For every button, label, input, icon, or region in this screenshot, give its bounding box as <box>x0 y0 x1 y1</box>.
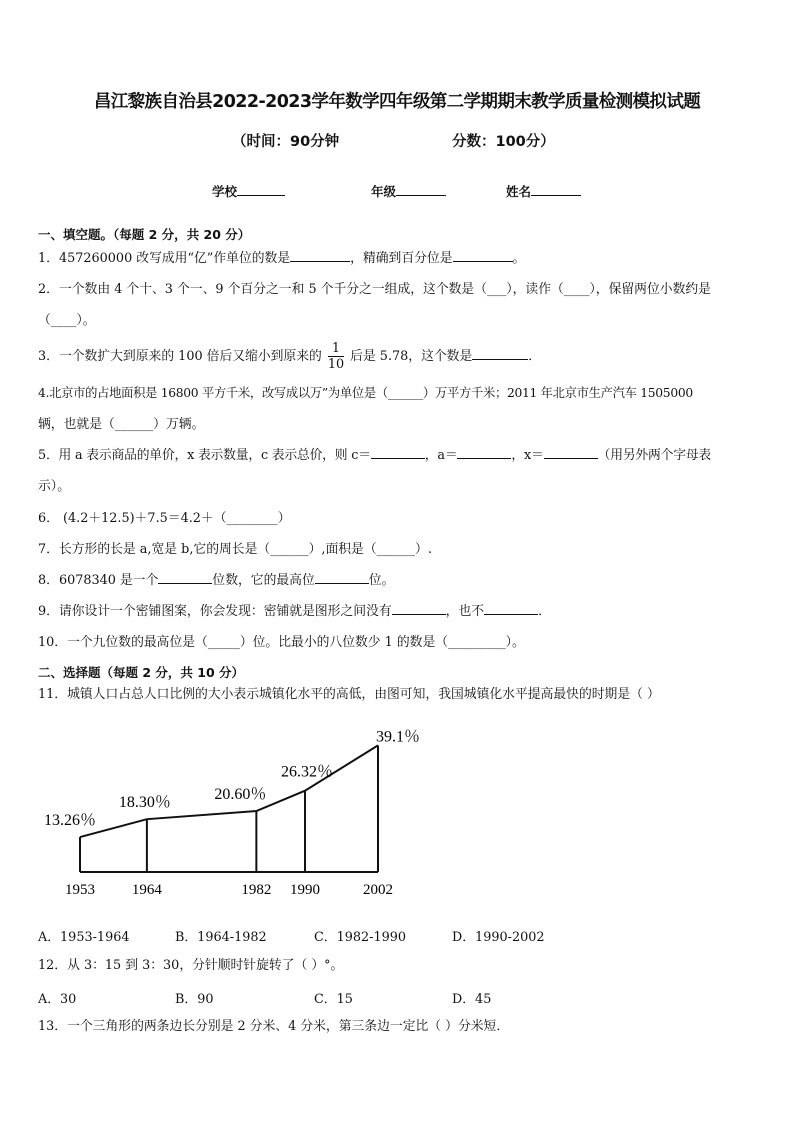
chart-data-label: 20.60％ <box>214 786 267 804</box>
chart-data-label: 26.32％ <box>281 763 334 781</box>
question-4: 4.北京市的占地面积是 16800 平方千米，改写成以万”为单位是（______）万平方千米；2011 年北京市生产汽车 1505000 辆，也就是（______）万辆。 <box>38 386 693 432</box>
question-12: 12．从 3：15 到 3：30，分针顺时针旋转了（ ）°。 <box>38 958 344 973</box>
option-a[interactable]: A．30 <box>38 992 77 1007</box>
urbanization-chart-svg <box>38 728 438 898</box>
grade-field[interactable]: 年级 <box>371 182 446 200</box>
question-1: 1．457260000 改写成用“亿”作单位的数是 ，精确到百分位是 。 <box>38 251 526 266</box>
question-2: 2．一个数由 4 个十、3 个一、9 个百分之一和 5 个千分之一组成，这个数是（___），读作（____），保留两位小数约是 （____）。 <box>38 282 711 328</box>
urbanization-chart <box>38 728 438 898</box>
question-10: 10．一个九位数的最高位是（_____）位。比最小的八位数少 1 的数是（_________）。 <box>38 635 525 650</box>
question-13: 13．一个三角形的两条边长分别是 2 分米、4 分米，第三条边一定比（ ）分米短． <box>38 1019 510 1034</box>
school-blank[interactable] <box>237 183 285 196</box>
option-b[interactable]: B．1964-1982 <box>175 930 267 945</box>
chart-tick-label: 1964 <box>131 882 162 898</box>
question-5: 5．用 a 表示商品的单价，x 表示数量，c 表示总价，则 c＝ ，a＝ ，x＝ （用另外两个字母表 示）。 <box>38 448 712 494</box>
answer-blank[interactable] <box>371 446 425 459</box>
chart-tick-label: 1990 <box>290 882 321 898</box>
chart-tick-label: 2002 <box>363 882 393 898</box>
exam-subtitle <box>0 130 794 152</box>
option-c[interactable]: C．15 <box>314 992 353 1007</box>
chart-tick-label: 1953 <box>65 882 95 898</box>
answer-blank[interactable] <box>158 571 212 584</box>
answer-blank[interactable] <box>315 571 369 584</box>
name-field[interactable]: 姓名 <box>506 182 581 200</box>
school-field[interactable]: 学校 <box>212 182 285 200</box>
question-11: 11．城镇人口占总人口比例的大小表示城镇化水平的高低，由图可知，我国城镇化水平提高最快的时期是（ ） <box>38 687 660 702</box>
section-choice-heading: 二、选择题（每题 2 分，共 10 分） <box>38 665 245 680</box>
option-c[interactable]: C．1982-1990 <box>314 930 407 945</box>
question-3: 3．一个数扩大到原来的 100 倍后又缩小到原来的 $\frac{1}{10}$ 后是 5.78，这个数是 ． <box>38 341 542 372</box>
exam-time: （时间：90分钟 <box>232 134 340 150</box>
answer-blank[interactable] <box>453 249 513 262</box>
chart-data-label: 18.30％ <box>118 794 171 812</box>
answer-blank[interactable] <box>544 446 598 459</box>
option-d[interactable]: D．45 <box>452 992 492 1007</box>
name-blank[interactable] <box>531 183 581 196</box>
question-9: 9．请你设计一个密铺图案，你会发现：密铺就是图形之间没有 ，也不 ． <box>38 604 551 619</box>
chart-data-label: 39.1％ <box>376 728 421 746</box>
question-6: 6． (4.2＋12.5)＋7.5＝4.2＋（________） <box>38 511 291 526</box>
answer-blank[interactable] <box>472 347 528 360</box>
exam-title: 昌江黎族自治县2022-2023学年数学四年级第二学期期末教学质量检测模拟试题 <box>93 92 701 112</box>
question-8: 8．6078340 是一个 位数，它的最高位 位。 <box>38 573 395 588</box>
answer-blank[interactable] <box>392 602 446 615</box>
grade-blank[interactable] <box>396 183 446 196</box>
chart-tick-label: 1982 <box>241 882 272 898</box>
chart-data-label: 13.26％ <box>44 812 97 830</box>
answer-blank[interactable] <box>484 602 538 615</box>
answer-blank[interactable] <box>457 446 511 459</box>
option-d[interactable]: D．1990-2002 <box>452 930 545 945</box>
question-7: 7．长方形的长是 a,宽是 b,它的周长是（______）,面积是（______）. <box>38 542 432 557</box>
fraction: $\frac{1}{10}$ <box>327 341 345 372</box>
answer-blank[interactable] <box>290 249 350 262</box>
section-fill-in-heading: 一、填空题。（每题 2 分，共 20 分） <box>38 227 251 242</box>
option-a[interactable]: A．1953-1964 <box>38 930 130 945</box>
exam-score: 分数：100分） <box>452 134 555 150</box>
option-b[interactable]: B．90 <box>175 992 214 1007</box>
